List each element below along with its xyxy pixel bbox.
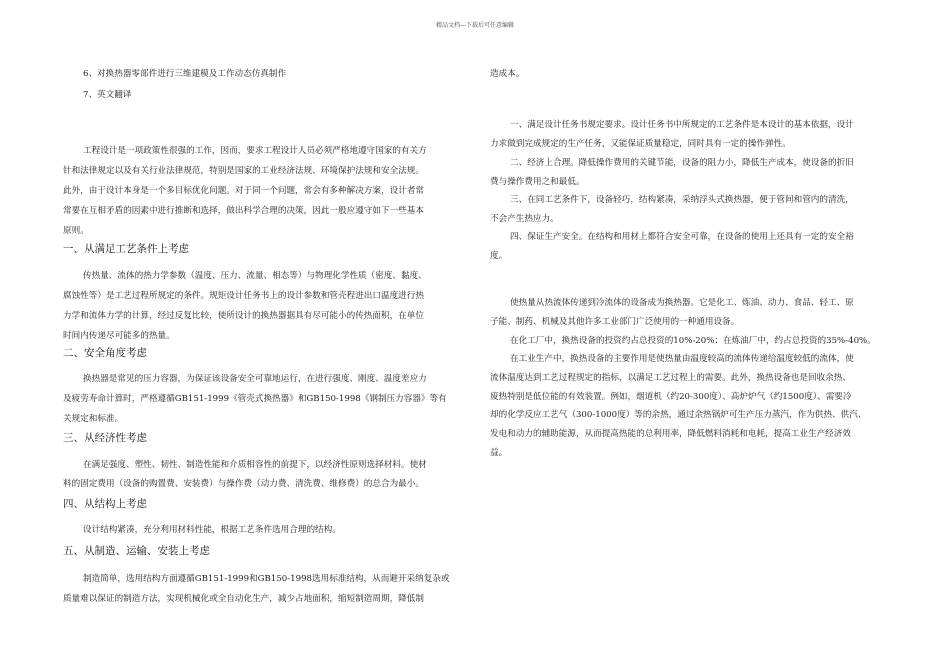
intro-line: 常要在互相矛盾的因素中进行推断和选择，做出科学合理的决策，因此一般应遵守如下一些基本	[63, 206, 424, 216]
continuation-text: 造成本。	[490, 69, 525, 79]
exchanger-paragraph-line: 益。	[490, 448, 508, 458]
section-1-line: 传热量、流体的热力学参数（温度、压力、流量、相态等）与物理化学性质（密度、黏度、	[83, 271, 427, 281]
section-3-line: 料的固定费用（设备的购置费、安装费）与操作费（动力费、清洗费、维修费）的总合为最小。	[63, 479, 424, 489]
intro-line: 此外，由于设计本身是一个多目标优化问题。对于同一个问题，常会有多种解决方案，设计者常	[63, 186, 424, 196]
requirement-line: 力求做到完成规定的生产任务，又能保证质量稳定，同时具有一定的操作弹性。	[490, 139, 791, 149]
requirement-line: 度。	[490, 251, 508, 261]
section-5-line: 质量难以保证的制造方法，实现机械化或全自动化生产，减少占地面积，缩短制造周期，降低制	[63, 594, 424, 604]
exchanger-paragraph-line: 子能、制药、机械及其他许多工业部门广泛使用的一种通用设备。	[490, 317, 740, 327]
section-1-line: 腐蚀性等）是工艺过程所规定的条件。规矩设计任务书上的设计参数和管壳程进出口温度进行热	[63, 291, 424, 301]
section-2-line: 关规定和标准。	[63, 414, 124, 424]
exchanger-paragraph-line: 在工业生产中，换热设备的主要作用是使热量由温度较高的流体传递给温度较低的流体，使	[510, 354, 854, 364]
section-5-line: 制造简单，选用结构方面遵循GB151-1999和GB150-1998选用标准结构，从而避开采纳复杂或	[83, 574, 450, 584]
section-1-line: 力学和流体力学的计算，经过反复比较，使所设计的换热器据具有尽可能小的传热面积，在单位	[63, 311, 424, 321]
requirement-line: 三、在同工艺条件下，设备轻巧，结构紧凑，采纳浮头式换热器，便于管间和管内的清洗，	[510, 195, 854, 205]
section-1-heading: 一、从满足工艺条件上考虑	[63, 243, 189, 255]
section-4-line: 设计结构紧凑，充分利用材料性能，根据工艺条件选用合理的结构。	[83, 525, 341, 535]
page-header: 精品文档---下载后可任意编辑	[435, 22, 515, 29]
item-6: 6、对换热器零部件进行三维建模及工作动态仿真制作	[83, 69, 287, 79]
section-2-line: 换热器是常见的压力容器，为保证该设备安全可靠地运行，在进行强度、刚度、温度差应力	[83, 374, 427, 384]
exchanger-paragraph-line: 却的化学反应工艺气（300-1000度）等的余热，通过余热锅炉可生产压力蒸汽，作为供热、供汽、	[490, 410, 867, 420]
section-4-heading: 四、从结构上考虑	[63, 498, 147, 510]
section-2-line: 及疲劳寿命计算时，严格遵循GB151-1999《管壳式换热器》和GB150-1998《钢制压力容器》等有	[63, 394, 447, 404]
section-3-line: 在满足强度、塑性、韧性、制造性能和介质相容性的前提下，以经济性原则选择材料。使材	[83, 460, 427, 470]
exchanger-paragraph-line: 在化工厂中，换热设备的投资约占总投资的10%-20%；在炼油厂中，约占总投资的35%-40%。	[510, 336, 876, 346]
requirement-line: 费与操作费用之和最低。	[490, 177, 585, 187]
section-2-heading: 二、安全角度考虑	[63, 347, 147, 359]
intro-line: 工程设计是一项政策性很强的工作，因而，要求工程设计人员必须严格地遵守国家的有关方	[83, 146, 427, 156]
intro-line: 针和法律规定以及有关行业法律规范，特别是国家的工业经济法规、环境保护法规和安全法规。	[63, 166, 424, 176]
section-5-heading: 五、从制造、运输、安装上考虑	[63, 545, 210, 557]
section-3-heading: 三、从经济性考虑	[63, 432, 147, 444]
exchanger-paragraph-line: 废热特别是低位能的有效装置。例如，烟道机（约20-300度）、高炉炉气（约1500度）、需要冷	[490, 392, 852, 402]
exchanger-paragraph-line: 发电和动力的辅助能源，从而提高热能的总利用率，降低燃料消耗和电耗，提高工业生产经济效	[490, 429, 851, 439]
exchanger-paragraph-line: 使热量从热流体传递到冷流体的设备成为换热器。它是化工、炼油、动力、食品、轻工、原	[510, 298, 854, 308]
intro-line: 原则。	[63, 226, 89, 236]
item-7: 7、英文翻译	[83, 90, 132, 100]
requirement-line: 四、保证生产安全。在结构和用材上都符合安全可靠，在设备的使用上还具有一定的安全裕	[510, 232, 854, 242]
section-1-line: 时间内传递尽可能多的热量。	[63, 331, 175, 341]
requirement-line: 一、满足设计任务书规定要求。设计任务书中所规定的工艺条件是本设计的基本依据，设计	[510, 120, 854, 130]
exchanger-paragraph-line: 流体温度达到工艺过程规定的指标，以满足工艺过程上的需要。此外，换热设备也是回收余热、	[490, 373, 851, 383]
requirement-line: 二、经济上合理。降低操作费用的关键节能，设备的阻力小，降低生产成本，使设备的折旧	[510, 158, 854, 168]
requirement-line: 不会产生热应力。	[490, 214, 559, 224]
